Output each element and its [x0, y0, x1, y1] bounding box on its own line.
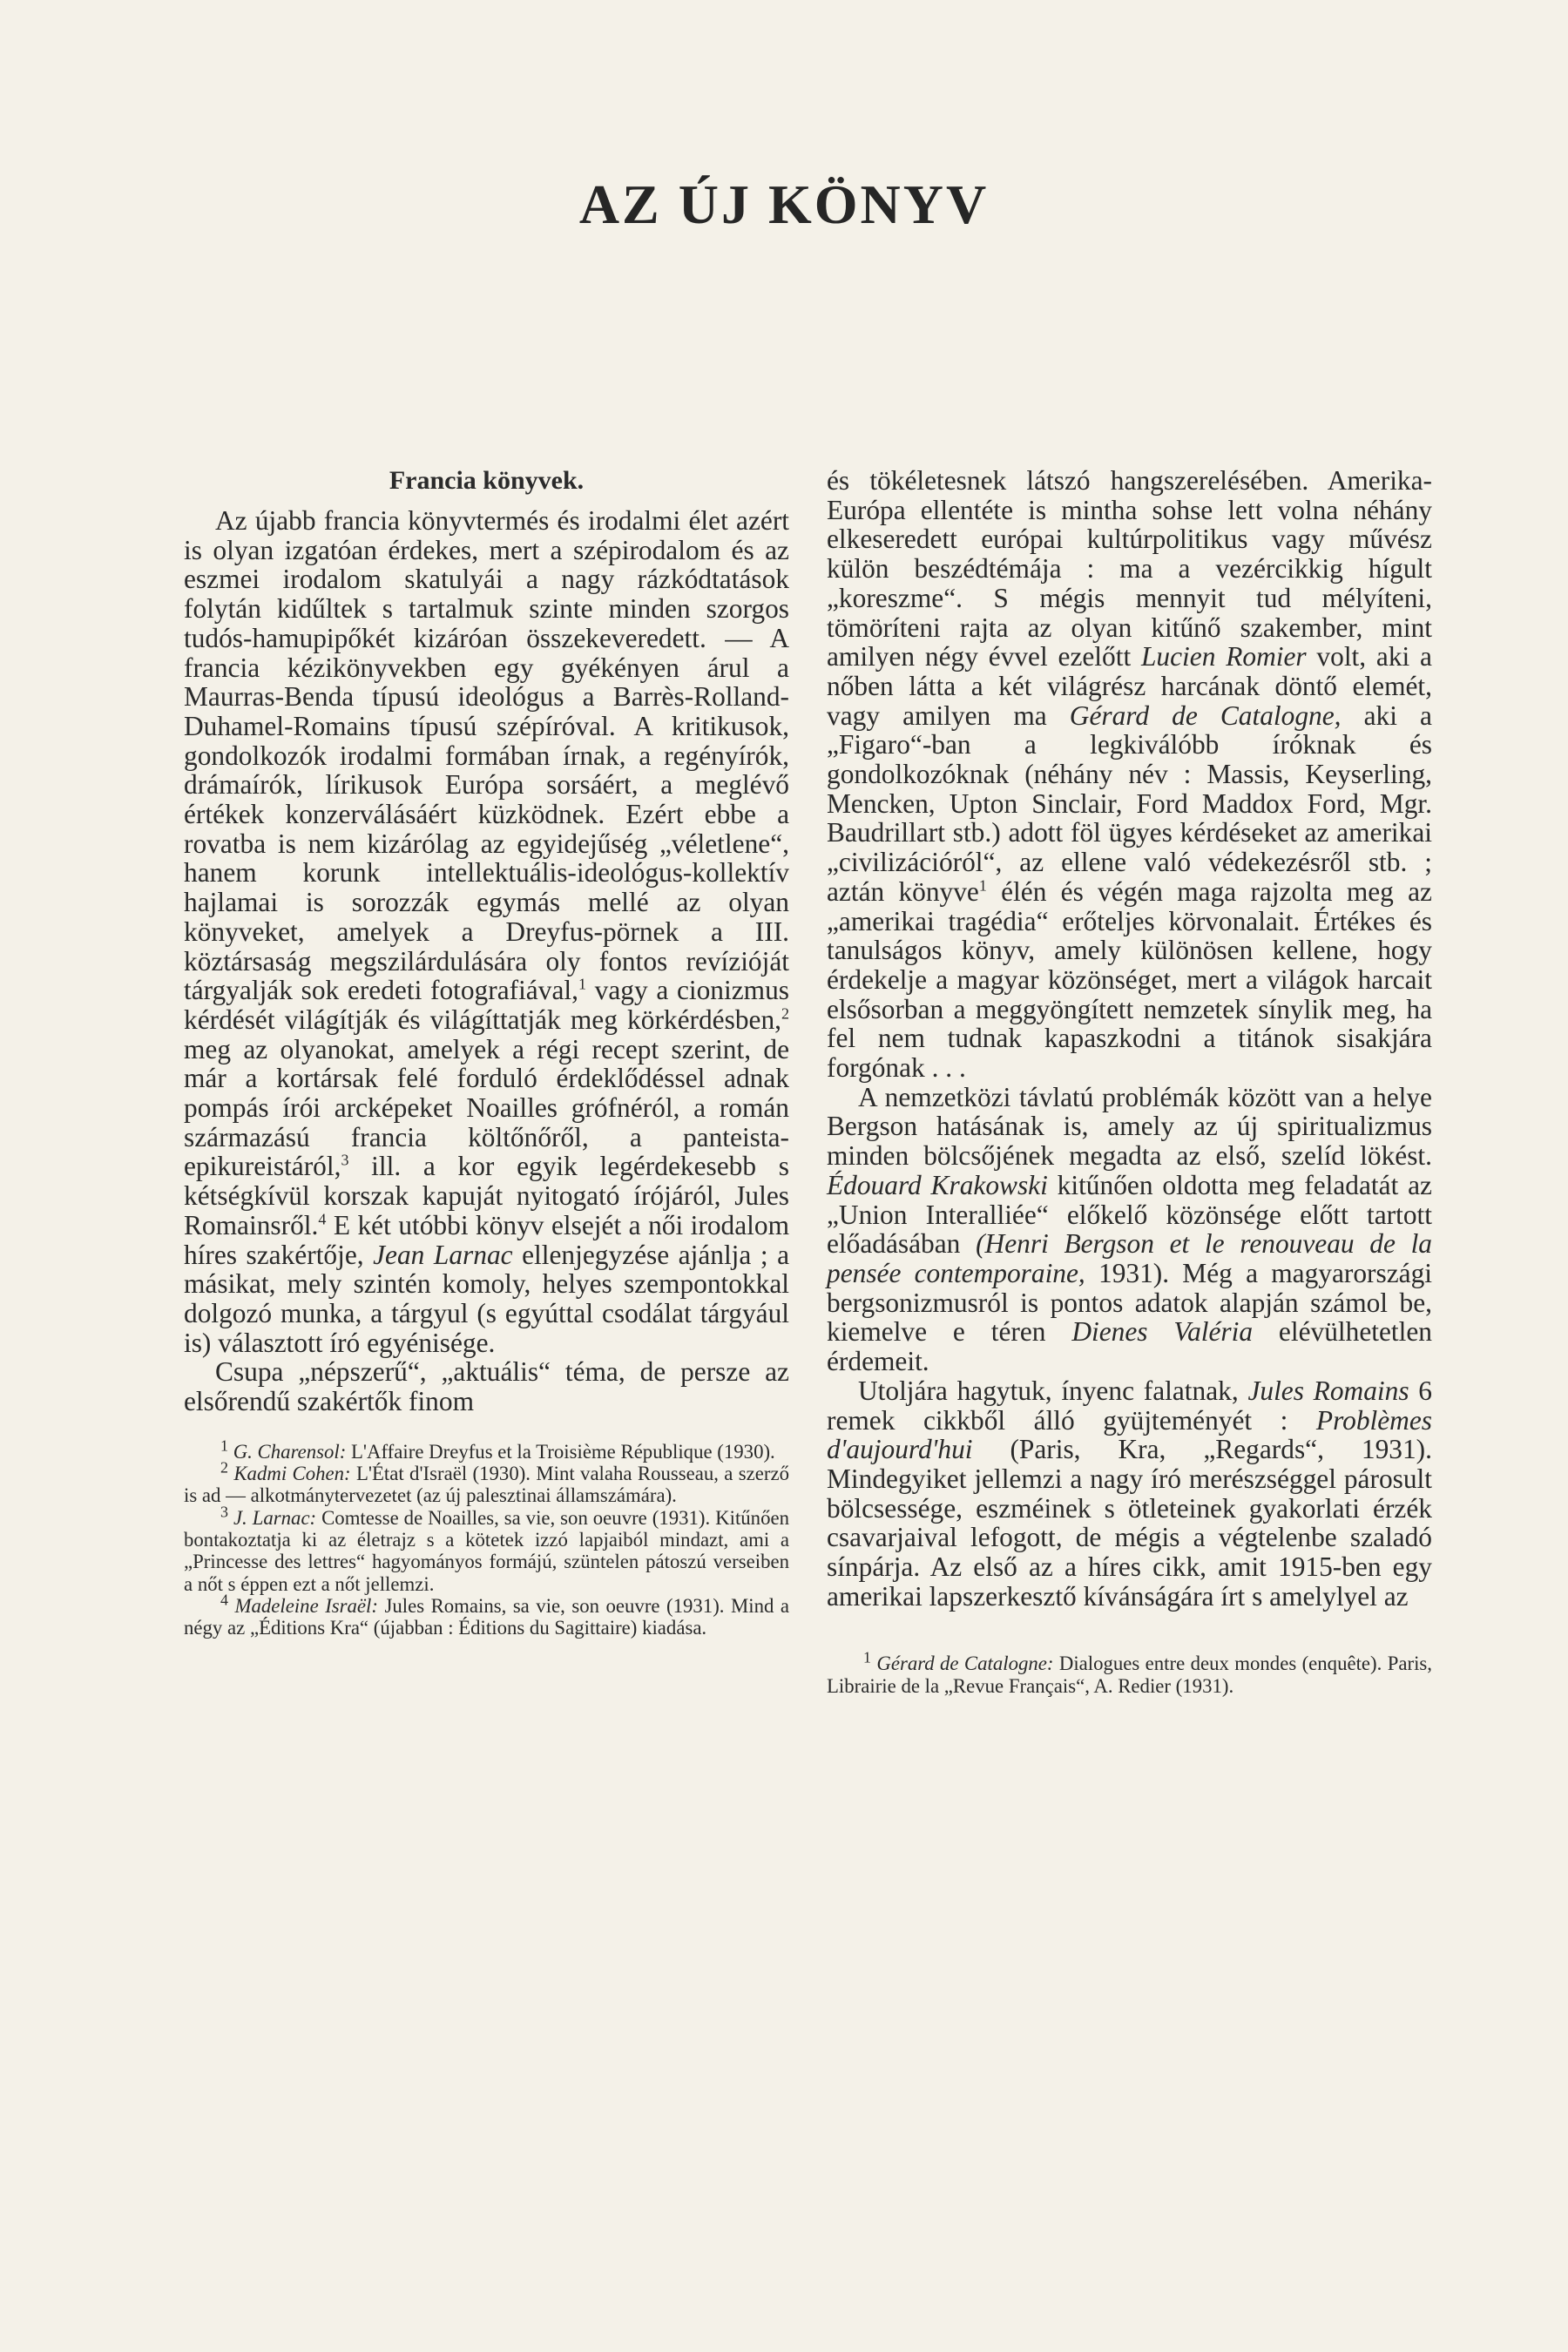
footnote-number: 1 — [220, 1436, 228, 1455]
footnote-text: Jules Romains, sa vie, son oeuvre (1931). Mind a négy az „Éditions Kra“ (újabban : Éditions du Sagittaire) kiadása. — [184, 1594, 790, 1639]
right-column — [827, 466, 1432, 1697]
footnote — [184, 1436, 789, 1463]
left-footnotes — [184, 1436, 790, 1639]
right-body — [827, 466, 1432, 1611]
paragraph: Csupa „népszerű“, „aktuális“ téma, de persze az elsőrendű szakértők finom — [184, 1356, 789, 1417]
right-footnotes — [827, 1648, 1432, 1697]
footnote-number: 1 — [863, 1648, 871, 1666]
left-column — [184, 466, 789, 1639]
footnote-author: G. Charensol: — [228, 1440, 347, 1463]
paragraph: Az újabb francia könyvtermés és irodalmi élet azért is olyan izgatóan érdekes, mert a szépirodalom és az eszmei irodalom skatulyái a nagy rázkódtatások folytán kidűltek s tartalmuk szinte minden szorgos tudós-hamupipőkét kizáróan összekeveredett. — A francia kézikönyvekben egy gyékényen árul a Maurras-Benda típusú ideológus a Barrès-Rolland-Duhamel-Romains típusú szépíróval. A kritikusok, gondolkozók irodalmi formában írnak, a regényírók, drámaírók, lírikusok Európa sorsáért, a meglévő értékek konzerválásáért küzködnek. Ezért ebbe a rovatba is nem kizárólag az egyidejűség „véletlene“, hanem korunk intellektuális-ideológus-kollektív hajlamai is sorozzák egymás mellé az olyan könyveket, amelyek a Dreyfus-pörnek a III. köztársaság megszilárdulására oly fontos revízióját tárgyalják sok eredeti fotografiával,$^1$ vagy a cionizmus kérdését világítják és világíttatják meg körkérdésben,$^2$ meg az olyanokat, amelyek a régi recept szerint, de már a kortársak felé forduló érdeklődéssel adnak pompás írói arcképeket Noailles grófnéról, a román származású francia költőnőről, a panteista-epikureistáról,$^3$ ill. a kor egyik legérdekesebb s kétségkívül korszak kapuját nyitogató írójáról, Jules Romainsről.$^4$ E két utóbbi könyv elsejét a női irodalom híres szakértője, Jean Larnac ellenjegyzése ajánlja ; a másikat, mely szintén komoly, helyes szempontokkal dolgozó munka, a tárgyul (s egyúttal csodálat tárgyául is) választott író egyénisége. — [184, 505, 790, 1358]
footnote — [184, 1503, 789, 1595]
footnote-text: Comtesse de Noailles, sa vie, son oeuvre (1931). Kitűnően bontakoztatja ki az életrajz s a kötetek izzó lapjaiból mindazt, ami a „Princesse des lettres“ hagyományos formájú, szüntelen pátoszú verseiben a nőt s éppen ezt a nőt jellemzi. — [184, 1506, 789, 1595]
footnote — [184, 1591, 790, 1639]
footnote-text: L'État d'Israël (1930). Mint valaha Rousseau, a szerző is ad — alkotmánytervezetet (az új palesztinai államszámára). — [184, 1463, 789, 1507]
footnote-text: L'Affaire Dreyfus et la Troisième République (1930). — [346, 1440, 775, 1463]
footnote — [827, 1648, 1432, 1697]
paragraph: és tökéletesnek látszó hangszerelésében. Amerika-Európa ellentéte is mintha sohse lett volna néhány elkeseredett európai kultúrpolitikus vagy művész külön beszédtémája : ma a vezércikkig hígult „koreszme“. S mégis mennyit tud mélyíteni, tömöríteni rajta az olyan kitűnő szakember, mint amilyen négy évvel ezelőtt Lucien Romier volt, aki a nőben látta a két világrész harcának döntő elemét, vagy amilyen ma Gérard de Catalogne, aki a „Figaro“-ban a legkiválóbb íróknak és gondolkozóknak (néhány név : Massis, Keyserling, Mencken, Upton Sinclair, Ford Maddox Ford, Mgr. Baudrillart stb.) adott föl ügyes kérdéseket az amerikai „civilizációról“, az ellene való védekezésről stb. ; aztán könyve$^1$ élén és végén maga rajzolta meg az „amerikai tragédia“ erőteljes körvonalait. Értékes és tanulságos könyv, amely különösen kellene, hogy érdekelje a magyar közönséget, mert a világok harcait elsősorban a meggyöngített nemzetek sínylik meg, ha fel nem tudnak kapaszkodni a titánok sisakjára forgónak . . . — [827, 465, 1432, 1084]
footnote-number: 3 — [220, 1503, 228, 1521]
footnote-text: Dialogues entre deux mondes (enquête). Paris, Librairie de la „Revue Français“, A. Redier (1931). — [827, 1652, 1432, 1697]
footnote-author: J. Larnac: — [228, 1506, 317, 1529]
footnote-author: Gérard de Catalogne: — [871, 1652, 1054, 1675]
footnote-number: 4 — [220, 1591, 228, 1609]
footnote-author: Kadmi Cohen: — [228, 1463, 351, 1485]
left-body — [184, 506, 789, 1416]
section-title: Francia könyvek. — [389, 466, 585, 495]
paragraph: Utoljára hagytuk, ínyenc falatnak, Jules Romains 6 remek cikkből álló gyüjteményét : Problèmes d'aujourd'hui (Paris, Kra, „Regards“, 1931). Mindegyiket jellemzi a nagy író merészséggel párosult bölcsessége, eszméinek s ötleteinek gyakorlati érzék csavarjaival lefogott, de mégis a végtelenbe szaladó sínpárja. Az első az a híres cikk, amit 1915-ben egy amerikai lapszerkesztő kívánságára írt s amelylyel az — [827, 1375, 1433, 1612]
page-title: AZ ÚJ KÖNYV — [578, 173, 990, 235]
footnote — [184, 1458, 789, 1507]
footnote-author: Madeleine Israël: — [228, 1594, 378, 1617]
footnote-number: 2 — [220, 1458, 228, 1477]
paragraph: A nemzetközi távlatú problémák között van a helye Bergson hatásának is, amely az új spiritualizmus minden bölcsőjének megadta az első, szelíd lökést. Édouard Krakowski kitűnően oldotta meg feladatát az „Union Interalliée“ előkelő közönsége előtt tartott előadásában (Henri Bergson et le renouveau de la pensée contemporaine, 1931). Még a magyarországi bergsonizmusról is pontos adatok alapján számol be, kiemelve e téren Dienes Valéria elévülhetetlen érdemeit. — [827, 1081, 1432, 1377]
